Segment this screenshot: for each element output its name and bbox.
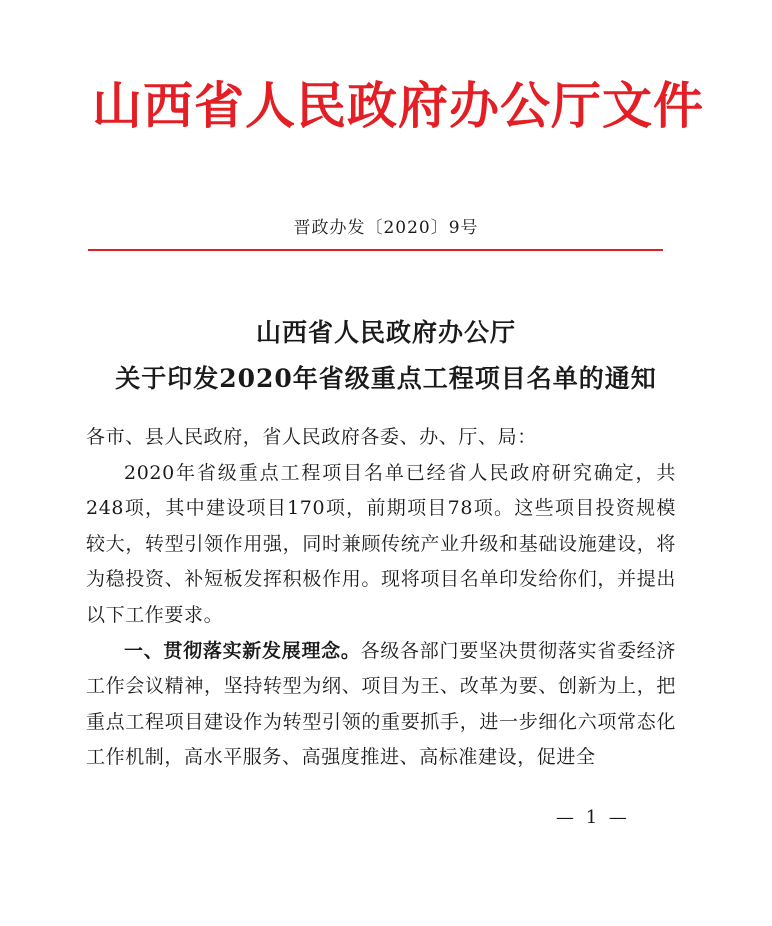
document-body (86, 420, 676, 776)
document-title-line1: 山西省人民政府办公厅 (255, 318, 516, 347)
document-title-line2: 关于印发2020年省级重点工程项目名单的通知 (115, 364, 657, 393)
red-separator-line (88, 249, 663, 251)
body-paragraph-2 (86, 634, 676, 776)
body-paragraph-2-text: 各级各部门要坚决贯彻落实省委经济工作会议精神，坚持转型为纲、项目为王、改革为要、创新为上，把重点工程项目建设作为转型引领的重要抓手，进一步细化六项常态化工作机制，高水平服务、高强度推进、高标准建设，促进全 (86, 639, 676, 769)
salutation: 各市、县人民政府，省人民政府各委、办、厅、局： (86, 426, 537, 448)
page-number: — 1 — (556, 807, 630, 828)
section-heading-1: 一、贯彻落实新发展理念。 (124, 639, 361, 662)
body-paragraph-1: 2020年省级重点工程项目名单已经省人民政府研究确定，共248项，其中建设项目170项，前期项目78项。这些项目投资规模较大，转型引领作用强，同时兼顾传统产业升级和基础设施建设，将为稳投资、补短板发挥积极作用。现将项目名单印发给你们，并提出以下工作要求。 (86, 461, 676, 626)
issuer-banner: 山西省人民政府办公厅文件 (92, 76, 704, 135)
document-number: 晋政办发〔2020〕9号 (293, 218, 479, 238)
